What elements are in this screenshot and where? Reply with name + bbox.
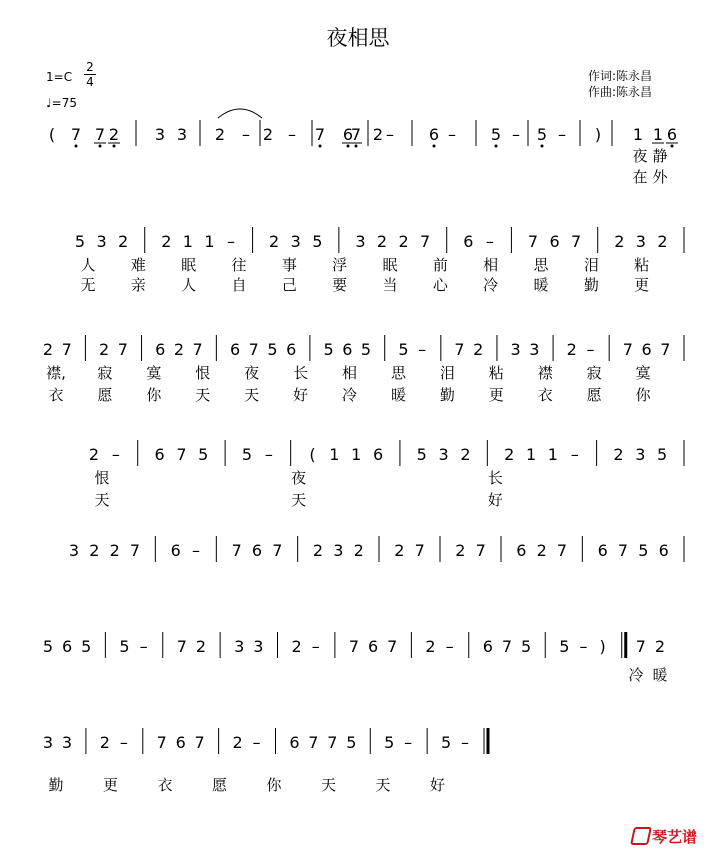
dash-note: –: [448, 125, 456, 144]
note: 2: [376, 232, 388, 251]
note: 5: [490, 125, 502, 144]
note: 5: [323, 340, 334, 359]
note: 7: [308, 733, 319, 752]
note: 5: [74, 232, 86, 251]
note: 1: [547, 445, 558, 464]
dash-note: –: [192, 541, 200, 560]
note: 6: [175, 733, 186, 752]
note: 3: [61, 733, 73, 752]
lyric: 愿: [211, 776, 228, 794]
note: 2: [232, 733, 243, 752]
lyric: 衣: [537, 386, 553, 404]
lyric: 更: [488, 386, 504, 404]
note: 6: [286, 340, 297, 359]
note: 5: [312, 232, 323, 251]
note: 2: [262, 125, 274, 144]
octave-dot: [433, 145, 436, 148]
note: 7: [327, 733, 338, 752]
lyric: 前: [432, 256, 448, 274]
note: 6: [289, 733, 300, 752]
note: 6: [372, 445, 384, 464]
lyric: 眠: [382, 256, 398, 274]
octave-dot: [113, 145, 116, 148]
lyric: 静: [652, 147, 668, 165]
note: 5: [521, 637, 532, 656]
lyric: 暖: [390, 386, 406, 404]
lyric: 勤: [583, 276, 599, 294]
lyric: 愿: [97, 386, 113, 404]
lyric: 浮: [332, 256, 348, 274]
note: 7: [635, 637, 646, 656]
lyric: 粘: [488, 364, 504, 382]
note: 7: [501, 637, 513, 656]
dash-note: –: [111, 445, 120, 464]
note: 3: [438, 445, 449, 464]
note: 2: [460, 445, 471, 464]
lyric: 衣: [48, 386, 64, 404]
note: 6: [428, 125, 440, 144]
octave-dot: [75, 145, 78, 148]
lyric: 自: [231, 276, 247, 294]
note: 6: [368, 637, 379, 656]
lyric: 无: [80, 276, 96, 294]
lyric: 天: [244, 386, 260, 404]
lyric: 泪: [439, 364, 455, 382]
lyric: 人: [181, 276, 197, 294]
note: 6: [666, 125, 678, 144]
lyric: 好: [429, 776, 446, 794]
lyric: 天: [94, 491, 110, 509]
logo-icon: [630, 827, 652, 845]
note: 7: [156, 733, 167, 752]
lyric: 你: [146, 386, 162, 404]
lyric: 人: [80, 256, 96, 274]
note: 5: [638, 541, 649, 560]
note: 6: [229, 340, 241, 359]
note: 7: [231, 541, 242, 560]
note: 3: [253, 637, 264, 656]
note: 5: [346, 733, 357, 752]
octave-dot: [671, 145, 674, 148]
note: 7: [556, 541, 568, 560]
note: 3: [355, 232, 366, 251]
lyric: 天: [291, 491, 307, 509]
lyric: 冷: [342, 386, 358, 404]
note: 7: [527, 232, 539, 251]
lyricist-credit: 作词:陈永昌: [588, 69, 653, 83]
lyric: 当: [382, 276, 398, 294]
dash-note: –: [404, 733, 413, 752]
note: 6: [597, 541, 608, 560]
note: 2: [161, 232, 172, 251]
note: 2: [173, 340, 185, 359]
note: 1: [182, 232, 193, 251]
note: 7: [176, 637, 187, 656]
note: 2: [353, 541, 364, 560]
dash-note: –: [445, 637, 454, 656]
note: 6: [463, 232, 474, 251]
note: 7: [622, 340, 633, 359]
lyric: 思: [390, 364, 406, 382]
lyric: 襟,: [46, 364, 66, 382]
lyric: 衣: [157, 776, 173, 794]
note: 7: [454, 340, 465, 359]
lyric: 相: [342, 364, 358, 382]
note: 7: [660, 340, 671, 359]
note: 5: [81, 637, 92, 656]
lyric: 夜: [632, 147, 648, 165]
dash-note: –: [227, 232, 235, 251]
note: 7: [176, 445, 187, 464]
lyric: 长: [487, 469, 503, 487]
dash-note: –: [512, 125, 520, 144]
lyric: 寞: [146, 364, 162, 382]
note: 7: [571, 232, 582, 251]
lyric: 相: [483, 256, 499, 274]
tempo-value: =75: [51, 96, 77, 110]
bracket: (: [48, 125, 56, 144]
lyric: 亲: [130, 276, 146, 294]
note: 6: [482, 637, 493, 656]
lyric: 勤: [48, 776, 64, 794]
note: 2: [394, 541, 405, 560]
note: 2: [536, 541, 547, 560]
note: 1: [204, 232, 215, 251]
lyric: 往: [231, 256, 247, 274]
lyric: 泪: [583, 256, 599, 274]
note: 7: [414, 541, 425, 560]
note: 6: [170, 541, 181, 560]
lyric: 恨: [94, 469, 110, 487]
lyric: 勤: [439, 386, 455, 404]
note: 3: [96, 232, 107, 251]
note: 3: [635, 232, 646, 251]
note: 7: [272, 541, 283, 560]
lyric: 要: [332, 276, 348, 294]
note: 1: [632, 125, 644, 144]
note: 2: [99, 340, 110, 359]
dash-note: –: [252, 733, 261, 752]
note: 5: [384, 733, 395, 752]
note: 5: [416, 445, 427, 464]
octave-dot: [319, 145, 322, 148]
dash-note: –: [579, 637, 588, 656]
dash-note: –: [119, 733, 128, 752]
note: 1: [652, 125, 664, 144]
lyric: 难: [130, 256, 146, 274]
lyric: 襟: [537, 364, 553, 382]
lyric: 恨: [195, 364, 211, 382]
note: 3: [176, 125, 188, 144]
lyric: 思: [533, 256, 549, 274]
octave-dot: [495, 145, 498, 148]
note: 1: [329, 445, 340, 464]
note: 5: [559, 637, 570, 656]
lyric: 更: [102, 776, 119, 794]
note: 2: [657, 232, 668, 251]
lyric: 冷: [628, 666, 644, 684]
dash-note: –: [461, 733, 470, 752]
note: 2: [108, 125, 120, 144]
note: 2: [269, 232, 280, 251]
note: 6: [549, 232, 560, 251]
note: 2: [42, 340, 54, 359]
note: 3: [154, 125, 166, 144]
logo-text: 琴艺谱: [652, 828, 698, 846]
note: 2: [455, 541, 466, 560]
lyric: 更: [634, 276, 650, 294]
note: 2: [614, 232, 625, 251]
note: 2: [109, 541, 120, 560]
key-signature: 1=C: [46, 70, 73, 84]
note: 2: [504, 445, 515, 464]
note: 7: [387, 637, 398, 656]
note: 3: [529, 340, 540, 359]
note: 5: [398, 340, 409, 359]
note: 7: [61, 340, 72, 359]
note: 2: [566, 340, 577, 359]
note: 7: [129, 541, 141, 560]
site-logo: [632, 826, 697, 847]
time-signature-top: 2: [84, 60, 96, 75]
note: 7: [94, 125, 106, 144]
lyric: 你: [635, 386, 651, 404]
lyric: 外: [652, 168, 668, 186]
octave-dot: [355, 145, 358, 148]
note: 7: [192, 340, 203, 359]
dash-note: –: [139, 637, 148, 656]
dash-note: –: [264, 445, 273, 464]
lyric: 暖: [533, 276, 549, 294]
note: 3: [234, 637, 245, 656]
note: 2: [613, 445, 624, 464]
octave-dot: [347, 145, 350, 148]
note: 6: [155, 340, 166, 359]
note: 3: [42, 733, 54, 752]
note: 2: [89, 541, 100, 560]
lyric: 愿: [586, 386, 602, 404]
note: 3: [333, 541, 344, 560]
note: 2: [372, 125, 384, 144]
note: 3: [635, 445, 646, 464]
note: 5: [198, 445, 209, 464]
note: 3: [510, 340, 521, 359]
note: 7: [194, 733, 205, 752]
lyric: 事: [281, 256, 297, 274]
lyric: 粘: [634, 256, 650, 274]
note: 6: [62, 637, 73, 656]
note: 7: [617, 541, 629, 560]
note: 6: [342, 340, 353, 359]
dash-note: –: [242, 125, 250, 144]
note: 6: [658, 541, 669, 560]
lyric: 你: [266, 776, 282, 794]
note: 6: [251, 541, 263, 560]
lyric: 心: [432, 276, 448, 294]
lyric: 寂: [586, 364, 602, 382]
dash-note: –: [485, 232, 494, 251]
lyric: 冷: [483, 276, 499, 294]
note: 7: [70, 125, 82, 144]
lyric: 暖: [652, 666, 668, 684]
lyric: 好: [293, 386, 309, 404]
time-signature-bottom: 4: [86, 75, 94, 89]
note: 5: [241, 445, 253, 464]
lyric: 在: [632, 168, 648, 186]
lyric: 好: [487, 491, 503, 509]
note: 1: [525, 445, 537, 464]
dash-note: –: [418, 340, 427, 359]
lyric: 寞: [635, 364, 651, 382]
lyric: 眠: [181, 256, 197, 274]
note: 5: [42, 637, 54, 656]
lyric: 天: [320, 776, 337, 794]
lyric: 己: [281, 276, 297, 294]
lyric: 夜: [291, 469, 307, 487]
dash-note: –: [586, 340, 595, 359]
note: 2: [312, 541, 324, 560]
lyric: 天: [375, 776, 391, 794]
note: 7: [475, 541, 486, 560]
note: 6: [342, 125, 354, 144]
note: 3: [68, 541, 80, 560]
lyric: 夜: [244, 364, 260, 382]
slur: [218, 109, 262, 118]
note: 7: [248, 340, 259, 359]
song-title: 夜相思: [326, 26, 390, 50]
note: 2: [214, 125, 226, 144]
bracket: ): [594, 125, 602, 144]
note: 5: [119, 637, 130, 656]
note: 7: [117, 340, 128, 359]
note: 7: [420, 232, 431, 251]
note: 2: [398, 232, 409, 251]
dash-note: –: [558, 125, 566, 144]
bracket: ): [599, 637, 606, 656]
note: 2: [291, 637, 302, 656]
dash-note: –: [386, 125, 394, 144]
note: 3: [290, 232, 301, 251]
note: 2: [425, 637, 436, 656]
note: 5: [440, 733, 452, 752]
lyric: 长: [293, 364, 309, 382]
note: 6: [641, 340, 652, 359]
note: 2: [88, 445, 100, 464]
note: 6: [516, 541, 527, 560]
composer-credit: 作曲:陈永昌: [588, 85, 653, 99]
note: 5: [360, 340, 372, 359]
note: 2: [195, 637, 207, 656]
octave-dot: [541, 145, 544, 148]
quarter-note-icon: ♩: [46, 96, 52, 110]
note: 2: [118, 232, 129, 251]
note: 7: [314, 125, 326, 144]
lyric: 天: [195, 386, 211, 404]
lyric: 寂: [97, 364, 113, 382]
note: 7: [350, 125, 362, 144]
note: 2: [473, 340, 484, 359]
note: 5: [657, 445, 668, 464]
octave-dot: [99, 145, 102, 148]
dash-note: –: [288, 125, 296, 144]
note: 6: [154, 445, 165, 464]
dash-note: –: [311, 637, 320, 656]
note: 2: [99, 733, 110, 752]
note: 5: [536, 125, 548, 144]
note: 2: [654, 637, 666, 656]
dash-note: –: [570, 445, 579, 464]
note: 7: [348, 637, 360, 656]
note: 1: [351, 445, 362, 464]
note: 5: [267, 340, 278, 359]
bracket: (: [309, 445, 316, 464]
